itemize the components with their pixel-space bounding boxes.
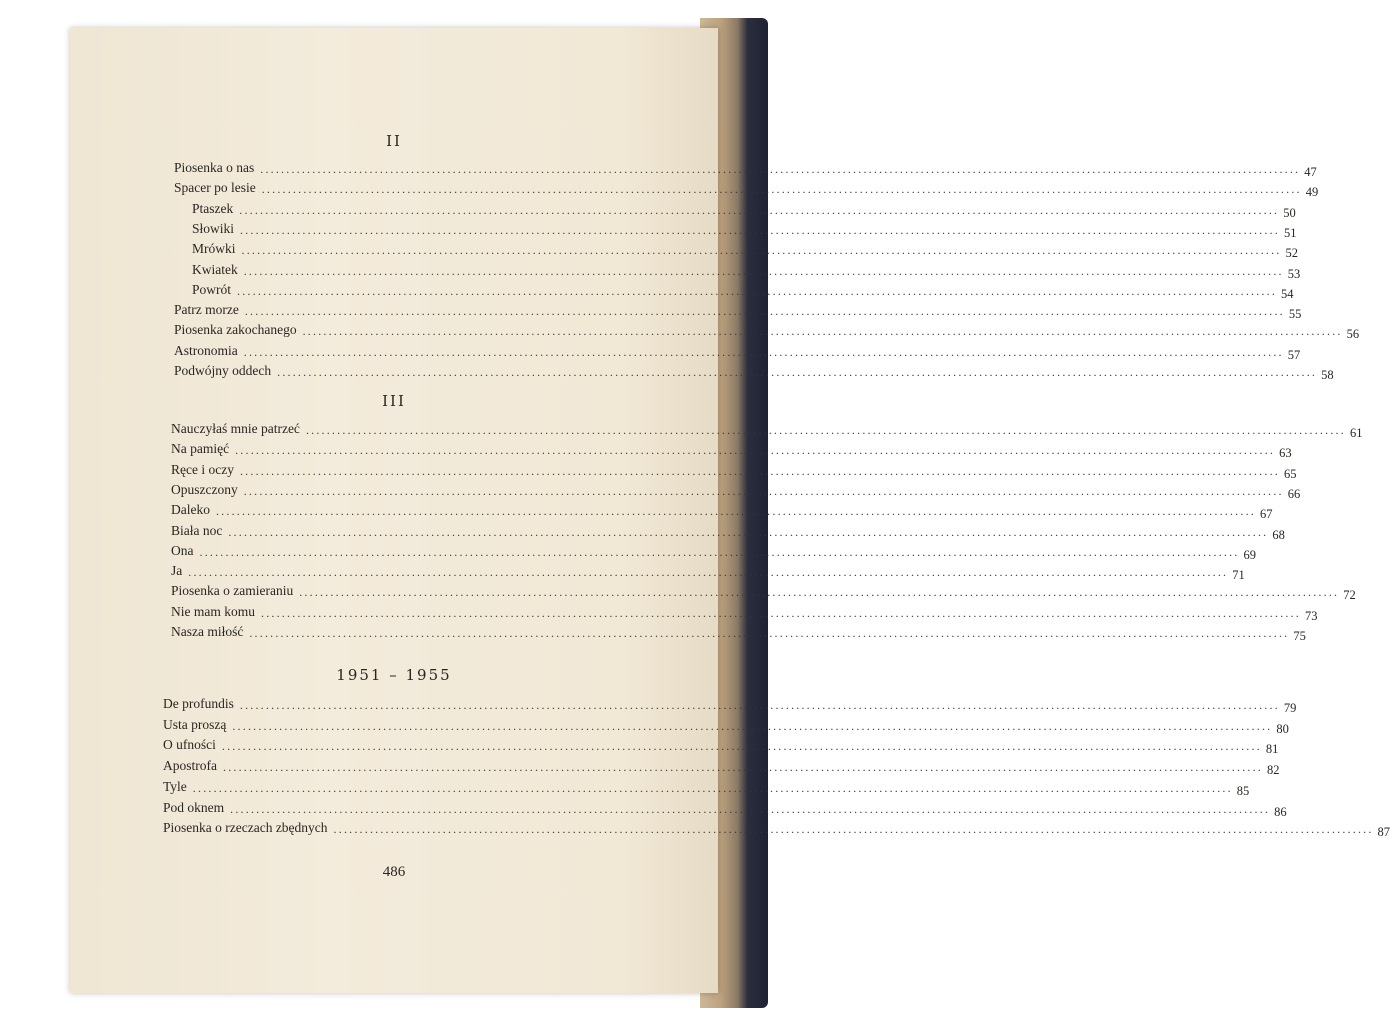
dot-leader: ........................................................................................................................................................................................................ xyxy=(223,760,1263,775)
entry-page-number: 52 xyxy=(1285,246,1298,261)
entry-page-number: 67 xyxy=(1259,507,1273,522)
entry-page-number: 51 xyxy=(1284,225,1297,240)
entry-title: O ufności xyxy=(163,737,216,753)
entry-page-number: 65 xyxy=(1283,466,1297,481)
toc-entry[interactable] xyxy=(174,322,1360,342)
entry-page-number: 71 xyxy=(1232,568,1245,583)
entry-title: Podwójny oddech xyxy=(174,363,272,378)
toc-entry[interactable] xyxy=(174,342,1301,363)
book-page xyxy=(70,28,1390,993)
toc-entry[interactable] xyxy=(192,241,1298,261)
dot-leader: ........................................................................................................................................................................................................ xyxy=(232,718,1273,733)
section-heading: II xyxy=(386,132,402,150)
toc-entry[interactable] xyxy=(192,220,1297,241)
entry-page-number: 81 xyxy=(1265,742,1279,757)
toc-entry[interactable] xyxy=(174,302,1302,322)
toc-entry[interactable] xyxy=(171,481,1301,502)
dot-leader: ........................................................................................................................................................................................................ xyxy=(221,739,1262,754)
dot-leader: ........................................................................................................................................................................................................ xyxy=(239,698,1280,712)
toc-entry[interactable] xyxy=(174,160,1317,180)
entry-title: Apostrofa xyxy=(163,758,217,774)
toc-entry[interactable] xyxy=(163,696,1297,716)
toc-entry[interactable] xyxy=(192,261,1301,282)
entry-title: Piosenka zakochanego xyxy=(174,322,297,338)
dot-leader: ........................................................................................................................................................................................................ xyxy=(299,585,1340,600)
toc-entry[interactable] xyxy=(192,200,1296,221)
entry-title: Patrz morze xyxy=(174,302,239,318)
entry-title: Spacer po lesie xyxy=(174,180,256,196)
entry-title: Powrót xyxy=(192,281,232,297)
toc-entry[interactable] xyxy=(163,716,1289,737)
entry-title: Ptaszek xyxy=(192,200,234,216)
entry-title: Nauczyłaś mnie patrzeć xyxy=(171,421,300,436)
dot-leader: ........................................................................................................................................................................................................ xyxy=(239,202,1280,217)
entry-title: Usta proszą xyxy=(163,716,227,732)
section-heading: 1951 – 1955 xyxy=(336,666,452,684)
toc-entry[interactable] xyxy=(171,563,1245,583)
dot-leader: ........................................................................................................................................................................................................ xyxy=(228,524,1269,539)
entry-title: Nie mam komu xyxy=(171,603,255,619)
entry-title: Nasza miłość xyxy=(171,624,244,639)
entry-title: Biała noc xyxy=(171,522,223,538)
toc-entry[interactable] xyxy=(163,778,1250,799)
entry-page-number: 55 xyxy=(1288,307,1302,322)
entry-page-number: 57 xyxy=(1287,347,1301,362)
toc-entry[interactable] xyxy=(192,281,1294,302)
entry-page-number: 49 xyxy=(1305,185,1319,200)
dot-leader: ........................................................................................................................................................................................................ xyxy=(302,324,1343,339)
entry-page-number: 63 xyxy=(1279,446,1292,461)
entry-title: Tyle xyxy=(163,778,187,794)
dot-leader: ........................................................................................................................................................................................................ xyxy=(240,222,1281,237)
toc-entry[interactable] xyxy=(171,542,1256,563)
entry-title: De profundis xyxy=(163,696,234,711)
dot-leader: ........................................................................................................................................................................................................ xyxy=(277,365,1318,379)
entry-page-number: 54 xyxy=(1281,286,1294,301)
entry-page-number: 66 xyxy=(1287,486,1301,501)
entry-title: Astronomia xyxy=(174,342,238,358)
entry-page-number: 86 xyxy=(1274,804,1287,819)
dot-leader: ........................................................................................................................................................................................................ xyxy=(239,463,1280,478)
entry-title: Na pamięć xyxy=(171,441,230,457)
toc-entry[interactable] xyxy=(163,737,1279,757)
entry-page-number: 82 xyxy=(1267,763,1280,778)
section-heading: III xyxy=(382,392,406,410)
dot-leader: ........................................................................................................................................................................................................ xyxy=(243,483,1284,498)
entry-page-number: 47 xyxy=(1304,165,1317,179)
toc-entry[interactable] xyxy=(174,363,1334,383)
toc-entry[interactable] xyxy=(163,820,1390,840)
entry-title: Piosenka o nas xyxy=(174,160,255,175)
toc-entry[interactable] xyxy=(171,441,1292,461)
entry-page-number: 87 xyxy=(1377,825,1390,840)
entry-title: Daleko xyxy=(171,502,210,518)
dot-leader: ........................................................................................................................................................................................................ xyxy=(243,344,1284,359)
entry-page-number: 58 xyxy=(1321,368,1334,382)
entry-page-number: 80 xyxy=(1276,721,1289,736)
entry-page-number: 73 xyxy=(1305,608,1318,623)
entry-page-number: 56 xyxy=(1346,327,1360,342)
page-number: 486 xyxy=(382,864,406,880)
toc-entry[interactable] xyxy=(171,624,1306,644)
entry-page-number: 72 xyxy=(1343,588,1356,603)
dot-leader: ........................................................................................................................................................................................................ xyxy=(188,565,1229,580)
entry-title: Ja xyxy=(171,563,183,579)
dot-leader: ........................................................................................................................................................................................................ xyxy=(243,263,1284,278)
dot-leader: ........................................................................................................................................................................................................ xyxy=(244,304,1285,319)
dot-leader: ........................................................................................................................................................................................................ xyxy=(249,626,1290,640)
toc-entry[interactable] xyxy=(171,421,1363,441)
entry-title: Kwiatek xyxy=(192,261,238,277)
toc-entry[interactable] xyxy=(163,799,1287,820)
toc-entry[interactable] xyxy=(171,502,1273,522)
dot-leader: ........................................................................................................................................................................................................ xyxy=(260,162,1301,176)
entry-title: Piosenka o zamieraniu xyxy=(171,583,294,599)
dot-leader: ........................................................................................................................................................................................................ xyxy=(215,504,1256,519)
dot-leader: ........................................................................................................................................................................................................ xyxy=(199,544,1240,559)
entry-title: Pod oknem xyxy=(163,799,225,815)
entry-title: Opuszczony xyxy=(171,481,238,497)
dot-leader: ........................................................................................................................................................................................................ xyxy=(261,182,1302,197)
entry-title: Mrówki xyxy=(192,241,236,257)
toc-entry[interactable] xyxy=(174,180,1319,200)
toc-entry[interactable] xyxy=(171,603,1318,624)
entry-page-number: 85 xyxy=(1236,783,1250,798)
entry-title: Ręce i oczy xyxy=(171,461,234,477)
entry-page-number: 68 xyxy=(1272,527,1285,542)
entry-page-number: 79 xyxy=(1283,701,1297,715)
dot-leader: ........................................................................................................................................................................................................ xyxy=(261,605,1301,620)
entry-title: Słowiki xyxy=(192,220,235,236)
dot-leader: ........................................................................................................................................................................................................ xyxy=(305,423,1346,437)
dot-leader: ........................................................................................................................................................................................................ xyxy=(192,780,1233,795)
dot-leader: ........................................................................................................................................................................................................ xyxy=(333,822,1374,837)
toc-entry[interactable] xyxy=(163,758,1280,778)
entry-page-number: 50 xyxy=(1283,205,1296,220)
toc-entry[interactable] xyxy=(171,583,1356,603)
toc-entry[interactable] xyxy=(171,461,1297,482)
entry-title: Ona xyxy=(171,542,194,558)
entry-page-number: 53 xyxy=(1287,266,1301,281)
dot-leader: ........................................................................................................................................................................................................ xyxy=(241,243,1282,258)
entry-page-number: 61 xyxy=(1349,426,1363,440)
toc-entry[interactable] xyxy=(171,522,1285,543)
entry-page-number: 69 xyxy=(1243,547,1256,562)
entry-title: Piosenka o rzeczach zbędnych xyxy=(163,820,328,836)
entry-page-number: 75 xyxy=(1293,629,1306,643)
dot-leader: ........................................................................................................................................................................................................ xyxy=(237,283,1278,298)
dot-leader: ........................................................................................................................................................................................................ xyxy=(230,801,1271,816)
dot-leader: ........................................................................................................................................................................................................ xyxy=(235,443,1276,458)
